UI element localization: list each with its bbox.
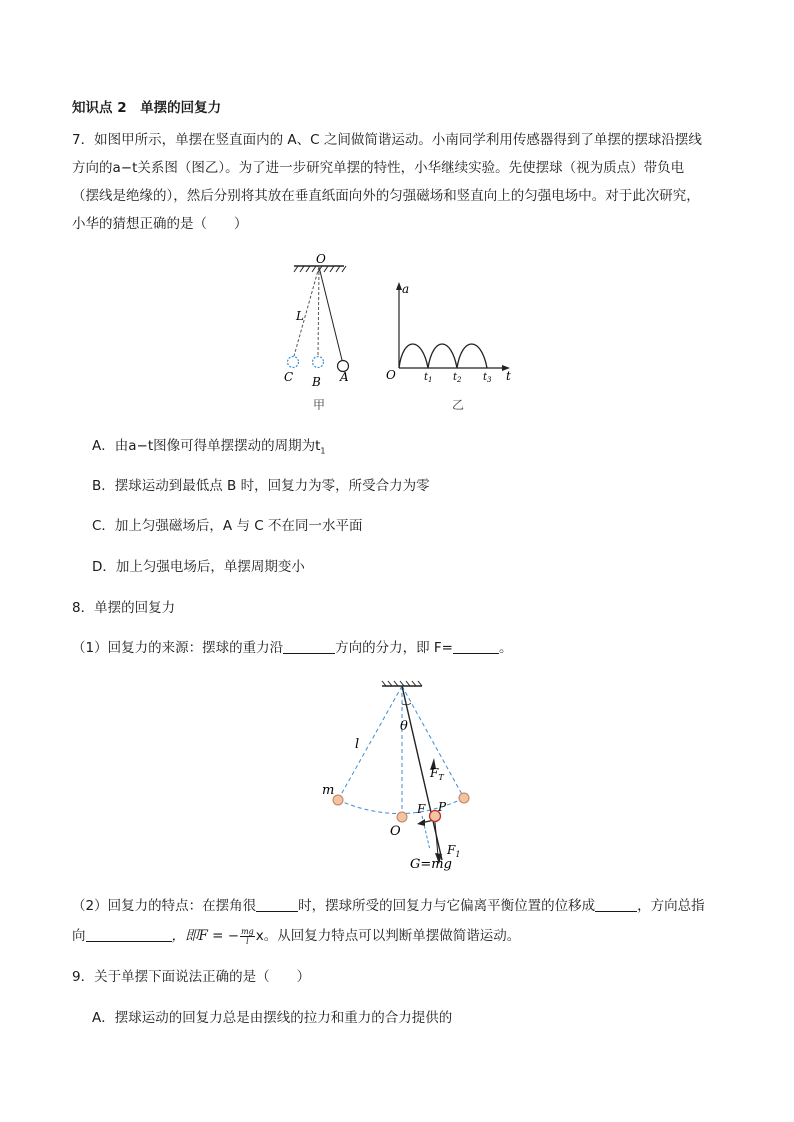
fig-jia-label-L: L xyxy=(296,309,304,323)
label-G: G=mg xyxy=(410,857,452,872)
label-P: P xyxy=(438,800,447,814)
q7-option-C: C．加上匀强磁场后，A 与 C 不在同一水平面 xyxy=(92,518,363,534)
q9-stem: 9．关于单摆下面说法正确的是（ ） xyxy=(72,969,311,985)
label-theta: θ xyxy=(400,719,408,734)
q8-part1: （1）回复力的来源：摆球的重力沿 方向的分力，即 F= 。 xyxy=(72,640,513,656)
q7-stem-line4: 小华的猜想正确的是（ ） xyxy=(72,216,248,232)
blank-4 xyxy=(595,897,637,912)
q9-option-A: A．摆球运动的回复力总是由摆线的拉力和重力的合力提供的 xyxy=(92,1010,453,1026)
fig-jia-label-C: C xyxy=(284,370,294,384)
fig-jia-label-A: A xyxy=(340,370,349,384)
label-F1: $F_1$ xyxy=(447,843,461,859)
label-FT: $F_T$ xyxy=(430,766,444,782)
q8-part2: （2）回复力的特点：在摆角很 时，摆球所受的回复力与它偏离平衡位置的位移成 ，方向总指 xyxy=(72,898,705,914)
label-l: l xyxy=(355,737,360,752)
fig-yi-label-t3: $t_3$ xyxy=(483,372,492,384)
blank-2 xyxy=(453,639,499,654)
label-O: O xyxy=(390,824,401,839)
a-t-curve xyxy=(399,344,487,368)
fig-yi-label-O: O xyxy=(386,368,396,382)
fig-yi-label-t: t xyxy=(506,369,511,383)
section-title: 知识点 2 单摆的回复力 xyxy=(72,100,222,116)
fig-jia-caption: 甲 xyxy=(313,398,326,410)
ball-right xyxy=(459,793,469,803)
ball-left xyxy=(333,795,343,805)
fig-jia-label-O: O xyxy=(316,252,326,266)
pendulum-force-figure xyxy=(318,678,483,876)
q7-stem-line2: 方向的a−t关系图（图乙）。为了进一步研究单摆的特性，小华继续实验。先使摆球（视为质点）带负电 xyxy=(72,160,685,176)
fig-jia-label-B: B xyxy=(312,375,321,389)
fraction-mg-over-l: $\frac{mg}{l}$ xyxy=(241,926,254,946)
blank-3 xyxy=(256,897,298,912)
q8-part3: 向 ，即F = − $\frac{mg}{l}$ x。从回复力特点可以判断单摆做简谐运动。 xyxy=(72,926,521,946)
label-m: m xyxy=(322,783,335,798)
q7-stem-line3: （摆线是绝缘的），然后分别将其放在垂直纸面向外的匀强磁场和竖直向上的匀强电场中。对于此次研究， xyxy=(72,188,700,204)
q7-option-D: D．加上匀强电场后，单摆周期变小 xyxy=(92,559,305,575)
a-t-graph-yi xyxy=(382,278,517,410)
pendulum-figure-jia xyxy=(270,250,370,410)
ball-B xyxy=(313,357,324,368)
fig-yi-label-t1: $t_1$ xyxy=(424,372,433,384)
ball-C xyxy=(288,357,299,368)
fig-yi-label-a: a xyxy=(402,282,410,296)
q7-option-B: B．摆球运动到最低点 B 时，回复力为零，所受合力为零 xyxy=(92,478,430,494)
blank-5 xyxy=(86,927,172,942)
fig-yi-label-t2: $t_2$ xyxy=(453,372,462,384)
q8-title: 8．单摆的回复力 xyxy=(72,600,176,616)
ball-bottom xyxy=(397,812,407,822)
q7-stem-line1: 7．如图甲所示，单摆在竖直面内的 A、C 之间做简谐运动。小南同学利用传感器得到了单摆的摆球沿摆线 xyxy=(72,132,702,148)
q7-option-A: A．由a−t图像可得单摆摆动的周期为$t_1$ xyxy=(92,438,326,456)
blank-1 xyxy=(283,639,335,654)
label-F: F xyxy=(417,802,426,816)
fig-yi-caption: 乙 xyxy=(452,398,465,410)
